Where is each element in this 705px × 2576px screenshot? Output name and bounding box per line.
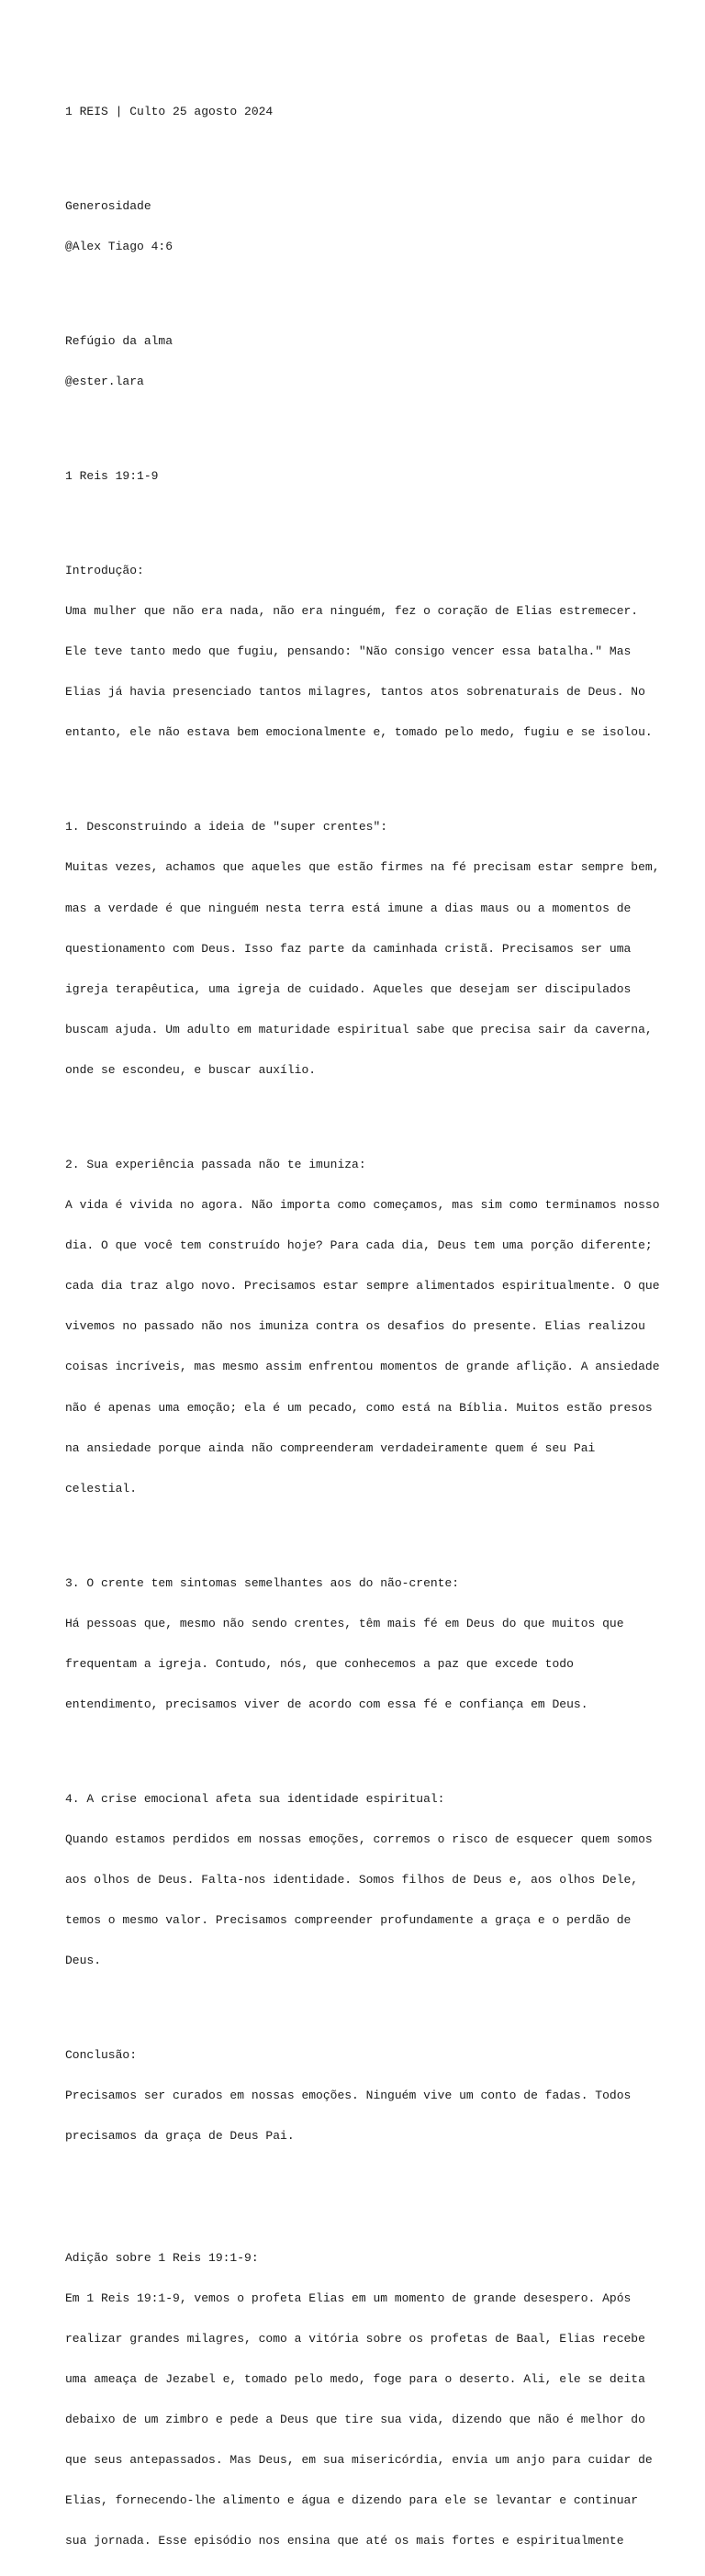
addendum-line: que seus antepassados. Mas Deus, em sua misericórdia, envia um anjo para cuidar de (65, 2453, 653, 2468)
addendum-line: debaixo de um zimbro e pede a Deus que tire sua vida, dizendo que não é melhor do (65, 2413, 645, 2427)
intro-line: entanto, ele não estava bem emocionalmente e, tomado pelo medo, fugiu e se isolou. (65, 725, 653, 740)
intro-line: Elias já havia presenciado tantos milagres, tantos atos sobrenaturais de Deus. No (65, 685, 645, 700)
point1-line: Muitas vezes, achamos que aqueles que estão firmes na fé precisam estar sempre bem, (65, 860, 660, 875)
point1-heading: 1. Desconstruindo a ideia de "super crentes": (65, 820, 388, 834)
intro-heading: Introdução: (65, 563, 144, 577)
section-heading-refugio: Refúgio da alma (65, 334, 173, 349)
point2-line: celestial. (65, 1481, 138, 1495)
spacer (65, 146, 653, 160)
spacer (65, 2171, 653, 2212)
spacer (65, 281, 653, 295)
addendum-heading: Adição sobre 1 Reis 19:1-9: (65, 2250, 259, 2265)
addendum-line: Elias, fornecendo-lhe alimento e água e dizendo para ele se levantar e continuar (65, 2493, 639, 2508)
spacer (65, 416, 653, 430)
addendum-line: uma ameaça de Jezabel e, tomado pelo medo, foge para o deserto. Ali, ele se deita (65, 2371, 645, 2386)
point2-line: cada dia traz algo novo. Precisamos estar sempre alimentados espiritualmente. O que (65, 1279, 660, 1294)
point4-line: Deus. (65, 1954, 102, 1968)
addendum-line: sua jornada. Esse episódio nos ensina que até os mais fortes e espiritualmente (65, 2534, 624, 2548)
point1-line: buscam ajuda. Um adulto em maturidade espiritual sabe que precisa sair da caverna, (65, 1022, 653, 1036)
intro-line: Uma mulher que não era nada, não era ninguém, fez o coração de Elias estremecer. (65, 604, 639, 619)
addendum-line: Em 1 Reis 19:1-9, vemos o profeta Elias em um momento de grande desespero. Após (65, 2290, 632, 2305)
point3-line: frequentam a igreja. Contudo, nós, que conhecemos a paz que excede todo (65, 1656, 574, 1671)
section-heading-generosidade: Generosidade (65, 199, 151, 214)
point2-line: dia. O que você tem construído hoje? Para cada dia, Deus tem uma porção diferente; (65, 1238, 653, 1253)
conclusion-line: precisamos da graça de Deus Pai. (65, 2129, 295, 2144)
point4-line: Quando estamos perdidos em nossas emoções, corremos o risco de esquecer quem somos (65, 1831, 653, 1846)
spacer (65, 510, 653, 524)
spacer (65, 1739, 653, 1753)
point3-line: Há pessoas que, mesmo não sendo crentes, têm mais fé em Deus do que muitos que (65, 1616, 624, 1630)
document-page (65, 65, 660, 2576)
point4-line: aos olhos de Deus. Falta-nos identidade. Somos filhos de Deus e, aos olhos Dele, (65, 1873, 639, 1887)
point3-line: entendimento, precisamos viver de acordo com essa fé e confiança em Deus. (65, 1697, 588, 1711)
point1-line: onde se escondeu, e buscar auxílio. (65, 1062, 317, 1077)
spacer (65, 767, 653, 781)
point2-line: A vida é vivida no agora. Não importa como começamos, mas sim como terminamos nosso (65, 1197, 660, 1212)
spacer (65, 1523, 653, 1537)
spacer (65, 1104, 653, 1118)
conclusion-heading: Conclusão: (65, 2048, 138, 2063)
point4-heading: 4. A crise emocional afeta sua identidade espiritual: (65, 1791, 445, 1806)
point2-line: na ansiedade porque ainda não compreenderam verdadeiramente quem é seu Pai (65, 1440, 596, 1455)
section-author-generosidade: @Alex Tiago 4:6 (65, 240, 173, 254)
point1-line: mas a verdade é que ninguém nesta terra está imune a dias maus ou a momentos de (65, 901, 632, 915)
section-author-refugio: @ester.lara (65, 375, 144, 389)
point3-heading: 3. O crente tem sintomas semelhantes aos do não-crente: (65, 1575, 460, 1590)
point2-line: coisas incríveis, mas mesmo assim enfrentou momentos de grande aflição. A ansiedade (65, 1360, 660, 1374)
document-title: 1 REIS | Culto 25 agosto 2024 (65, 105, 274, 119)
scripture-reference: 1 Reis 19:1-9 (65, 469, 159, 484)
addendum-line: realizar grandes milagres, como a vitória sobre os profetas de Baal, Elias recebe (65, 2331, 645, 2346)
conclusion-line: Precisamos ser curados em nossas emoções. Ninguém vive um conto de fadas. Todos (65, 2089, 632, 2103)
intro-line: Ele teve tanto medo que fugiu, pensando: "Não consigo vencer essa batalha." Mas (65, 644, 632, 659)
point2-line: vivemos no passado não nos imuniza contra os desafios do presente. Elias realizou (65, 1319, 645, 1334)
point4-line: temos o mesmo valor. Precisamos compreender profundamente a graça e o perdão de (65, 1913, 632, 1928)
point2-line: não é apenas uma emoção; ela é um pecado, como está na Bíblia. Muitos estão presos (65, 1400, 653, 1415)
point1-line: igreja terapêutica, uma igreja de cuidado. Aqueles que desejam ser discipulados (65, 981, 632, 996)
point1-line: questionamento com Deus. Isso faz parte da caminhada cristã. Precisamos ser uma (65, 941, 632, 956)
spacer (65, 1995, 653, 2009)
point2-heading: 2. Sua experiência passada não te imuniza: (65, 1157, 366, 1171)
